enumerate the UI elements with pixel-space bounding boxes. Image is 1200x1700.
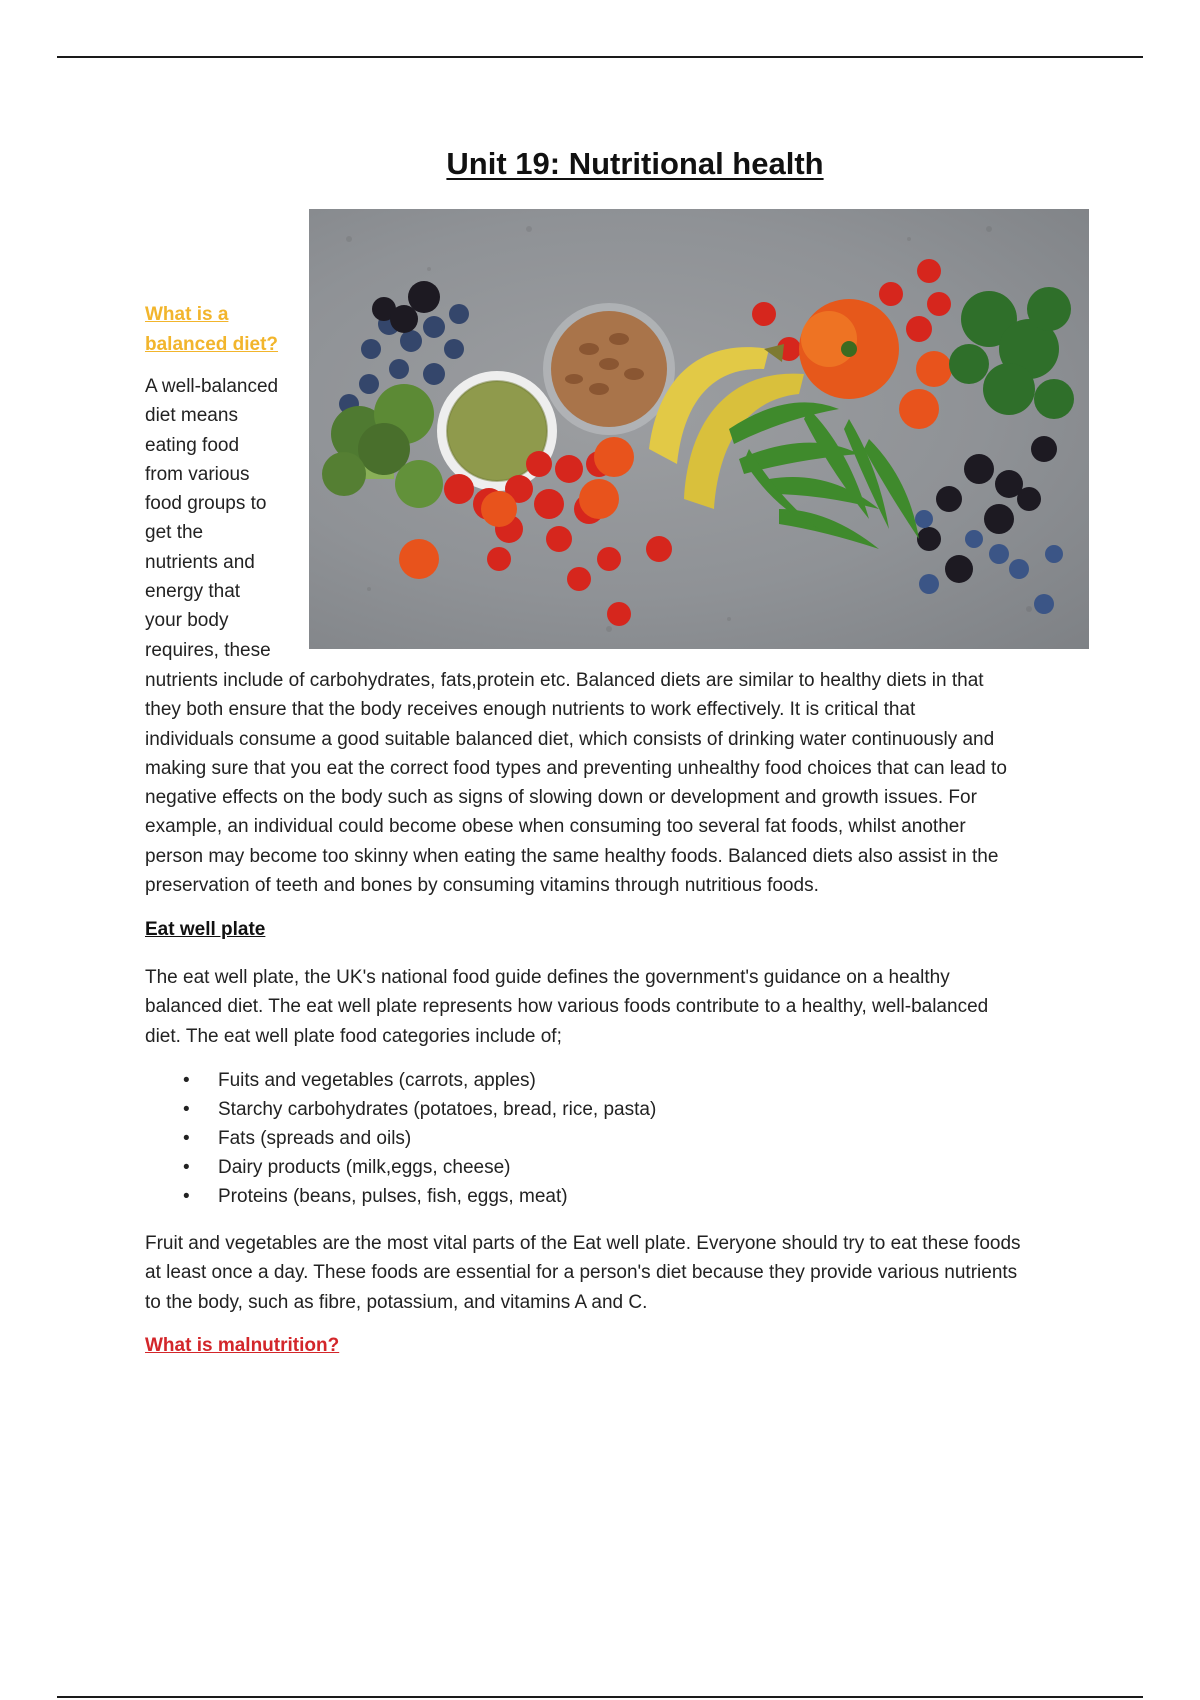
intro-line: diet means <box>145 405 238 427</box>
intro-line: eating food <box>145 434 240 456</box>
eat-well-plate-heading: Eat well plate <box>145 919 266 940</box>
bullet-icon: • <box>183 1070 190 1091</box>
intro-line: your body <box>145 610 229 632</box>
list-item-text: Starchy carbohydrates (potatoes, bread, rice, pasta) <box>218 1099 657 1120</box>
paragraph-line: they both ensure that the body receives enough nutrients to work effectively. It is critical that <box>145 699 916 721</box>
paragraph-line: example, an individual could become obese when consuming too several fat foods, whilst another <box>145 816 966 838</box>
paragraph-line: The eat well plate, the UK's national food guide defines the government's guidance on a healthy <box>145 967 950 988</box>
food-categories-list <box>145 1066 656 1211</box>
list-item <box>145 1153 656 1182</box>
list-item-text: Fats (spreads and oils) <box>218 1128 412 1149</box>
paragraph-line: nutrients include of carbohydrates, fats,protein etc. Balanced diets are similar to healthy diets in that <box>145 670 984 691</box>
paragraph-line: individuals consume a good suitable balanced diet, which consists of drinking water continuously and <box>145 728 995 750</box>
bullet-icon: • <box>183 1186 190 1207</box>
paragraph-line: Fruit and vegetables are the most vital parts of the Eat well plate. Everyone should try to eat these foods <box>145 1233 1021 1254</box>
paragraph-line: to the body, such as fibre, potassium, and vitamins A and C. <box>145 1291 648 1313</box>
list-item <box>145 1066 656 1095</box>
eat-well-plate-closing <box>145 1229 1095 1317</box>
balanced-diet-paragraph <box>145 666 1095 900</box>
paragraph-line: balanced diet. The eat well plate represents how various foods contribute to a healthy, well-balanced <box>145 996 989 1018</box>
paragraph-line: negative effects on the body such as signs of slowing down or development and growth issues. For <box>145 787 977 809</box>
list-item-text: Dairy products (milk,eggs, cheese) <box>218 1157 511 1178</box>
bottom-rule <box>57 1696 1143 1698</box>
list-item-text: Fuits and vegetables (carrots, apples) <box>218 1070 536 1091</box>
paragraph-line: diet. The eat well plate food categories include of; <box>145 1025 562 1047</box>
intro-line: get the <box>145 522 204 544</box>
intro-line: requires, these <box>145 639 271 661</box>
eat-well-plate-intro <box>145 963 1095 1051</box>
balanced-diet-heading: What is a balanced diet? <box>145 304 279 355</box>
paragraph-line: making sure that you eat the correct food types and preventing unhealthy food choices that can lead to <box>145 757 1007 779</box>
intro-line: A well-balanced <box>145 376 279 397</box>
list-item-text: Proteins (beans, pulses, fish, eggs, meat) <box>218 1186 568 1207</box>
list-item <box>145 1095 656 1124</box>
page-title: Unit 19: Nutritional health <box>446 146 824 181</box>
malnutrition-heading: What is malnutrition? <box>145 1335 340 1356</box>
balanced-diet-intro <box>145 372 305 665</box>
intro-line: food groups to <box>145 493 267 515</box>
list-item <box>145 1182 656 1211</box>
paragraph-line: at least once a day. These foods are essential for a person's diet because they provide various nutrients <box>145 1262 1018 1284</box>
bullet-icon: • <box>183 1128 190 1149</box>
top-rule <box>57 56 1143 58</box>
intro-line: nutrients and <box>145 551 255 573</box>
food-photo <box>309 209 1089 649</box>
intro-line: energy that <box>145 581 241 603</box>
paragraph-line: preservation of teeth and bones by consuming vitamins through nutritious foods. <box>145 875 819 897</box>
list-item <box>145 1124 656 1153</box>
paragraph-line: person may become too skinny when eating the same healthy foods. Balanced diets also assist in the <box>145 845 999 867</box>
bullet-icon: • <box>183 1157 190 1178</box>
bullet-icon: • <box>183 1099 190 1120</box>
intro-line: from various <box>145 463 250 485</box>
